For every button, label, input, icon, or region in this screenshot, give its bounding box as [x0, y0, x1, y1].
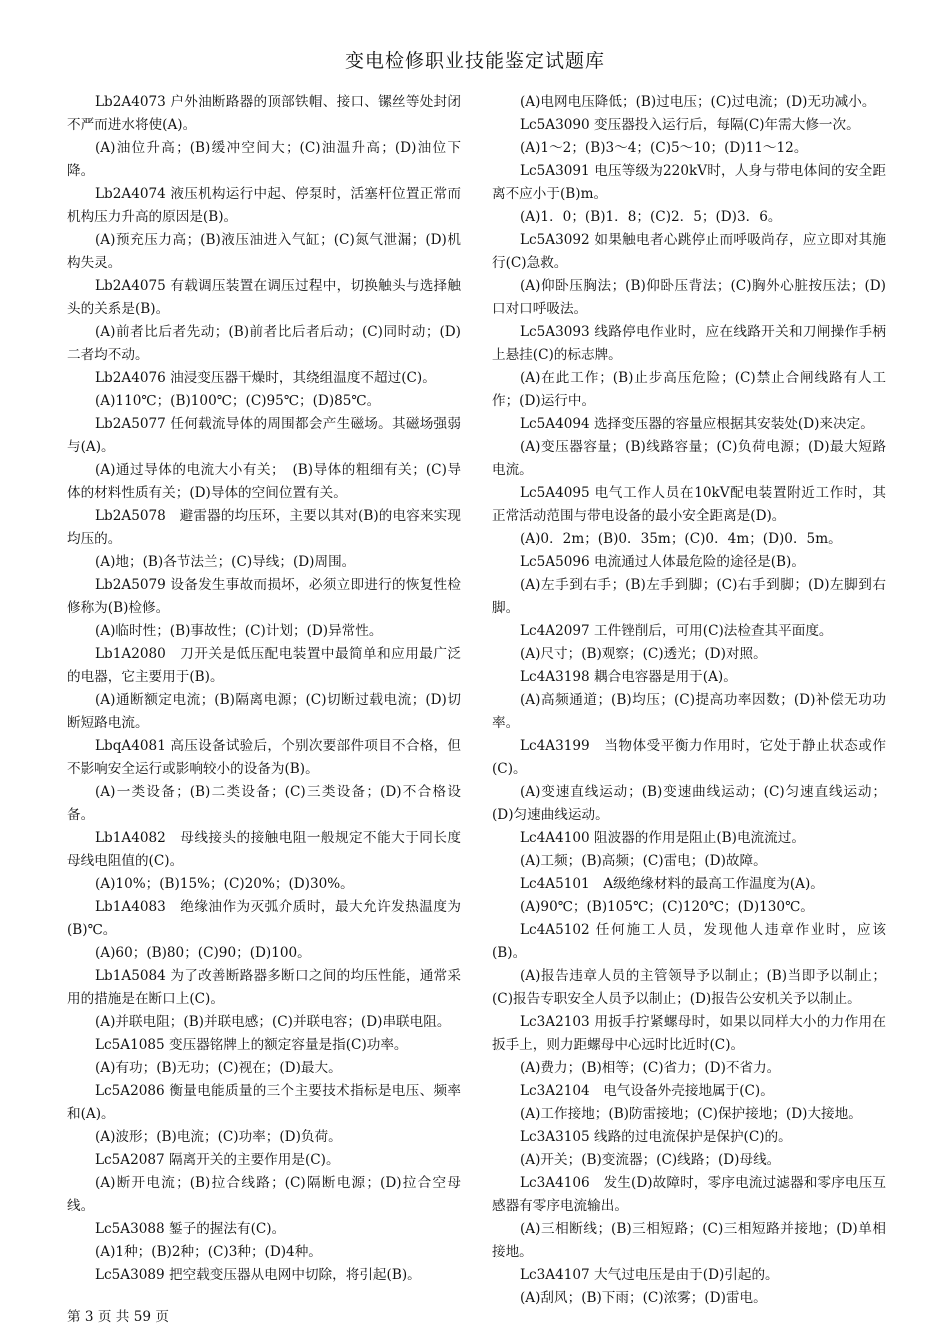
question-options: (A)通断额定电流；(B)隔离电源；(C)切断过载电流；(D)切断短路电流。 [67, 692, 461, 731]
question-stem: Lb2A5079 设备发生事故而损坏，必须立即进行的恢复性检修称为(B)检修。 [67, 577, 461, 616]
question-stem: Lc5A2087 隔离开关的主要作用是(C)。 [95, 1152, 340, 1168]
question-stem: Lc5A4095 电气工作人员在10kV配电装置附近工作时，其正常活动范围与带电设备的最小安全距离是(D)。 [492, 485, 886, 524]
question-options: (A)尺寸；(B)观察；(C)透光；(D)对照。 [520, 646, 767, 662]
question-stem: LbqA4081 高压设备试验后，个别次要部件项目不合格，但不影响安全运行或影响较小的设备为(B)。 [67, 738, 461, 777]
question-options: (A)90℃；(B)105℃；(C)120℃；(D)130℃。 [520, 899, 814, 915]
question-options: (A)断开电流；(B)拉合线路；(C)隔断电源；(D)拉合空母线。 [67, 1175, 461, 1214]
question-options: (A)变压器容量；(B)线路容量；(C)负荷电源；(D)最大短路电流。 [492, 439, 886, 478]
question-options: (A)仰卧压胸法；(B)仰卧压背法；(C)胸外心脏按压法；(D)口对口呼吸法。 [492, 278, 886, 317]
question-stem: Lc3A4106 发生(D)故障时，零序电流过滤器和零序电压互感器有零序电流输出。 [492, 1175, 886, 1214]
question-stem: Lc5A2086 衡量电能质量的三个主要技术指标是电压、频率和(A)。 [67, 1083, 461, 1122]
question-options: (A)1种；(B)2种；(C)3种；(D)4种。 [95, 1244, 322, 1260]
question-stem: Lc4A3199 当物体受平衡力作用时，它处于静止状态或作(C)。 [492, 738, 886, 777]
question-options: (A)刮风；(B)下雨；(C)浓雾；(D)雷电。 [520, 1290, 767, 1306]
question-options: (A)预充压力高；(B)液压油进入气缸；(C)氮气泄漏；(D)机构失灵。 [67, 232, 461, 271]
question-stem: Lc3A3105 线路的过电流保护是保护(C)的。 [520, 1129, 792, 1145]
question-options: (A)并联电阻；(B)并联电感；(C)并联电容；(D)串联电阻。 [95, 1014, 451, 1030]
question-options: (A)报告违章人员的主管领导予以制止；(B)当即予以制止；(C)报告专职安全人员予以制止；(D)报告公安机关予以制止。 [492, 968, 886, 1007]
question-stem: Lc3A2103 用扳手拧紧螺母时，如果以同样大小的力作用在扳手上，则力距螺母中心远时比近时(C)。 [492, 1014, 886, 1053]
question-options: (A)高频通道；(B)均压；(C)提高功率因数；(D)补偿无功功率。 [492, 692, 886, 731]
question-stem: Lc5A3092 如果触电者心跳停止而呼吸尚存，应立即对其施行(C)急救。 [492, 232, 886, 271]
question-options: (A)在此工作；(B)止步高压危险；(C)禁止合闸线路有人工作；(D)运行中。 [492, 370, 886, 409]
question-options: (A)油位升高；(B)缓冲空间大；(C)油温升高；(D)油位下降。 [67, 140, 461, 179]
left-column [67, 91, 461, 1287]
question-stem: Lb2A4073 户外油断路器的顶部铁帽、接口、镙丝等处封闭不严而进水将使(A)。 [67, 94, 461, 133]
question-stem: Lb2A4075 有载调压装置在调压过程中，切换触头与选择触头的关系是(B)。 [67, 278, 461, 317]
question-stem: Lc5A3089 把空载变压器从电网中切除，将引起(B)。 [95, 1267, 421, 1283]
question-stem: Lb1A4083 绝缘油作为灭弧介质时，最大允许发热温度为(B)℃。 [67, 899, 461, 938]
question-stem: Lc5A3093 线路停电作业时，应在线路开关和刀闸操作手柄上悬挂(C)的标志牌。 [492, 324, 886, 363]
question-options: (A)1～2；(B)3～4；(C)5～10；(D)11～12。 [520, 140, 808, 156]
page-title: 变电检修职业技能鉴定试题库 [344, 50, 605, 72]
question-options: (A)电网电压降低；(B)过电压；(C)过电流；(D)无功减小。 [520, 94, 876, 110]
question-options: (A)110℃；(B)100℃；(C)95℃；(D)85℃。 [95, 393, 381, 409]
question-stem: Lc4A3198 耦合电容器是用于(A)。 [520, 669, 737, 685]
right-column [492, 91, 886, 1310]
question-stem: Lc4A2097 工件锉削后，可用(C)法检查其平面度。 [520, 623, 833, 639]
question-options: (A)工作接地；(B)防雷接地；(C)保护接地；(D)大接地。 [520, 1106, 862, 1122]
question-options: (A)波形；(B)电流；(C)功率；(D)负荷。 [95, 1129, 342, 1145]
question-stem: Lc4A5102 任何施工人员，发现他人违章作业时，应该(B)。 [492, 922, 886, 961]
question-stem: Lb2A5078 避雷器的均压环，主要以其对(B)的电容来实现均压的。 [67, 508, 461, 547]
question-options: (A)开关；(B)变流器；(C)线路；(D)母线。 [520, 1152, 781, 1168]
question-options: (A)0．2m；(B)0．35m；(C)0．4m；(D)0．5m。 [520, 531, 842, 547]
question-stem: Lc4A5101 A级绝缘材料的最高工作温度为(A)。 [520, 876, 824, 892]
question-stem: Lc5A1085 变压器铭牌上的额定容量是指(C)功率。 [95, 1037, 408, 1053]
question-stem: Lc4A4100 阻波器的作用是阻止(B)电流流过。 [520, 830, 805, 846]
question-stem: Lc5A4094 选择变压器的容量应根据其安装处(D)来决定。 [520, 416, 874, 432]
question-options: (A)通过导体的电流大小有关； (B)导体的粗细有关；(C)导体的材料性质有关；(D)导体的空间位置有关。 [67, 462, 461, 501]
question-options: (A)60；(B)80；(C)90；(D)100。 [95, 945, 311, 961]
question-options: (A)一类设备；(B)二类设备；(C)三类设备；(D)不合格设备。 [67, 784, 461, 823]
question-options: (A)10%；(B)15%；(C)20%；(D)30%。 [95, 876, 354, 892]
question-stem: Lb2A5077 任何载流导体的周围都会产生磁场。其磁场强弱与(A)。 [67, 416, 461, 455]
question-stem: Lc3A2104 电气设备外壳接地属于(C)。 [520, 1083, 774, 1099]
question-stem: Lb2A4074 液压机构运行中起、停泵时，活塞杆位置正常而机构压力升高的原因是(B)。 [67, 186, 461, 225]
question-options: (A)费力；(B)相等；(C)省力；(D)不省力。 [520, 1060, 781, 1076]
question-stem: Lb1A5084 为了改善断路器多断口之间的均压性能，通常采用的措施是在断口上(C)。 [67, 968, 461, 1007]
question-options: (A)有功；(B)无功；(C)视在；(D)最大。 [95, 1060, 342, 1076]
question-options: (A)临时性；(B)事故性；(C)计划；(D)异常性。 [95, 623, 383, 639]
page-footer: 第 3 页 共 59 页 [67, 1309, 169, 1325]
question-stem: Lc5A3090 变压器投入运行后，每隔(C)年需大修一次。 [520, 117, 860, 133]
question-stem: Lc5A3091 电压等级为220kV时，人身与带电体间的安全距离不应小于(B)m。 [492, 163, 886, 202]
question-stem: Lb2A4076 油浸变压器干燥时，其绕组温度不超过(C)。 [95, 370, 436, 386]
question-options: (A)左手到右手；(B)左手到脚；(C)右手到脚；(D)左脚到右脚。 [492, 577, 886, 616]
question-options: (A)工频；(B)高频；(C)雷电；(D)故障。 [520, 853, 767, 869]
question-options: (A)1．0；(B)1．8；(C)2．5；(D)3．6。 [520, 209, 782, 225]
question-stem: Lc5A5096 电流通过人体最危险的途径是(B)。 [520, 554, 805, 570]
question-stem: Lc5A3088 錾子的握法有(C)。 [95, 1221, 286, 1237]
question-options: (A)三相断线；(B)三相短路；(C)三相短路并接地；(D)单相接地。 [492, 1221, 886, 1260]
question-stem: Lb1A2080 刀开关是低压配电装置中最简单和应用最广泛的电器，它主要用于(B)。 [67, 646, 461, 685]
question-options: (A)变速直线运动；(B)变速曲线运动；(C)匀速直线运动；(D)匀速曲线运动。 [492, 784, 886, 823]
question-options: (A)前者比后者先动；(B)前者比后者后动；(C)同时动；(D)二者均不动。 [67, 324, 461, 363]
question-stem: Lb1A4082 母线接头的接触电阻一般规定不能大于同长度母线电阻值的(C)。 [67, 830, 461, 869]
question-options: (A)地；(B)各节法兰；(C)导线；(D)周围。 [95, 554, 356, 570]
question-stem: Lc3A4107 大气过电压是由于(D)引起的。 [520, 1267, 779, 1283]
